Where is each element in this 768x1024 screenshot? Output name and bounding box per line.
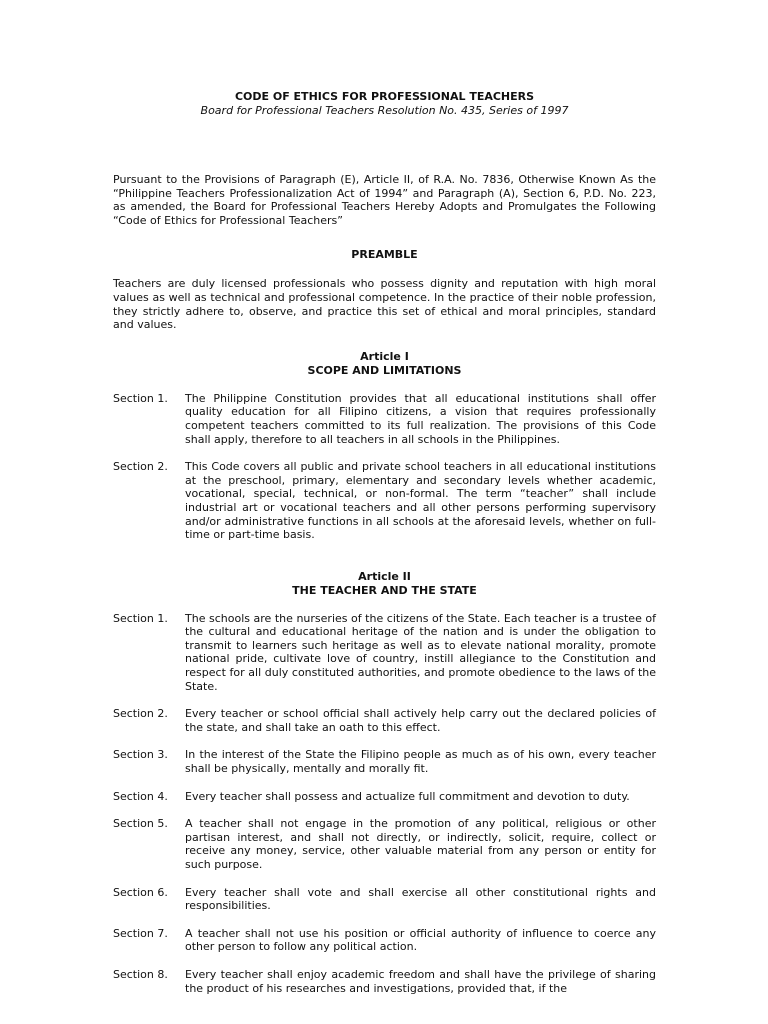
- article-title: SCOPE AND LIMITATIONS: [307, 363, 462, 377]
- section-label: Section 3.: [113, 748, 168, 762]
- section-text: In the interest of the State the Filipino people as much as of his own, every teacher shall be physically, mentally and morally fit.: [185, 748, 656, 776]
- section-item: [113, 707, 656, 734]
- preamble-text: Teachers are duly licensed professionals who possess dignity and reputation with high moral values as well as technical and professional competence. In the practice of their noble profession, they strictly adhere to, observe, and practice this set of ethical and moral principles, standard and values.: [113, 277, 656, 332]
- document-title: CODE OF ETHICS FOR PROFESSIONAL TEACHERS: [234, 90, 535, 103]
- section-label: Section 1.: [113, 611, 168, 625]
- section-text: Every teacher shall possess and actualize full commitment and devotion to duty.: [185, 789, 630, 803]
- article-1: [113, 350, 656, 378]
- section-item: [113, 392, 656, 446]
- section-label: Section 1.: [113, 391, 168, 405]
- article-label: Article I: [360, 349, 409, 363]
- section-text: The Philippine Constitution provides that all educational institutions shall offer quality education for all Filipino citizens, a vision that requires professionally competent teachers committed to its full realization. The provisions of this Code shall apply, therefore to all teachers in all schools in the Philippines.: [185, 391, 656, 446]
- section-label: Section 7.: [113, 926, 168, 940]
- section-text: Every teacher shall enjoy academic freedom and shall have the privilege of sharing the product of his researches and investigations, provided that, if the: [185, 967, 656, 995]
- section-text: A teacher shall not engage in the promotion of any political, religious or other partisan interest, and shall not directly, or indirectly, solicit, require, collect or receive any money, service, other valuable material from any person or entity for such purpose.: [185, 817, 656, 871]
- section-label: Section 4.: [113, 789, 168, 803]
- section-item: [113, 460, 656, 542]
- section-label: Section 5.: [113, 817, 168, 831]
- section-label: Section 6.: [113, 885, 168, 899]
- section-text: Every teacher shall vote and shall exercise all other constitutional rights and responsibilities.: [185, 885, 656, 913]
- article-title: THE TEACHER AND THE STATE: [292, 583, 477, 597]
- intro-paragraph: Pursuant to the Provisions of Paragraph (E), Article II, of R.A. No. 7836, Otherwise Known As the “Philippine Teachers Professionalization Act of 1994” and Paragraph (A), Section 6, P.D. No. 223, as amended, the Board for Professional Teachers Hereby Adopts and Promulgates the Following “Code of Ethics for Professional Teachers”: [113, 173, 656, 227]
- section-item: [113, 886, 656, 913]
- section-text: The schools are the nurseries of the citizens of the State. Each teacher is a trustee of the cultural and educational heritage of the nation and is under the obligation to transmit to learners such heritage as well as to elevate national morality, promote national pride, cultivate love of country, instill allegiance to the Constitution and respect for all duly constituted authorities, and promote obedience to the laws of the State.: [185, 611, 656, 693]
- article-1-sections: [113, 392, 656, 542]
- section-item: [113, 790, 656, 804]
- document-subtitle: Board for Professional Teachers Resolution No. 435, Series of 1997: [200, 104, 569, 117]
- section-item: [113, 817, 656, 871]
- section-item: [113, 748, 656, 775]
- section-label: Section 2.: [113, 707, 168, 721]
- article-label: Article II: [358, 569, 411, 583]
- section-text: This Code covers all public and private school teachers in all educational institutions at the preschool, primary, elementary and secondary levels whether academic, vocational, special, technical, or non-formal. The term “teacher” shall include industrial art or vocational teachers and all other persons performing supervisory and/or administrative functions in all schools at the aforesaid levels, whether on full-time or part-time basis.: [185, 460, 656, 542]
- section-label: Section 2.: [113, 460, 168, 474]
- article-2-sections: [113, 612, 656, 995]
- preamble-heading: PREAMBLE: [351, 248, 418, 262]
- section-text: A teacher shall not use his position or official authority of influence to coerce any other person to follow any political action.: [185, 926, 656, 954]
- document-content: [113, 90, 656, 995]
- section-label: Section 8.: [113, 967, 168, 981]
- article-2: [113, 570, 656, 598]
- section-item: [113, 612, 656, 694]
- section-item: [113, 927, 656, 954]
- section-item: [113, 968, 656, 995]
- section-text: Every teacher or school official shall actively help carry out the declared policies of the state, and shall take an oath to this effect.: [185, 707, 656, 734]
